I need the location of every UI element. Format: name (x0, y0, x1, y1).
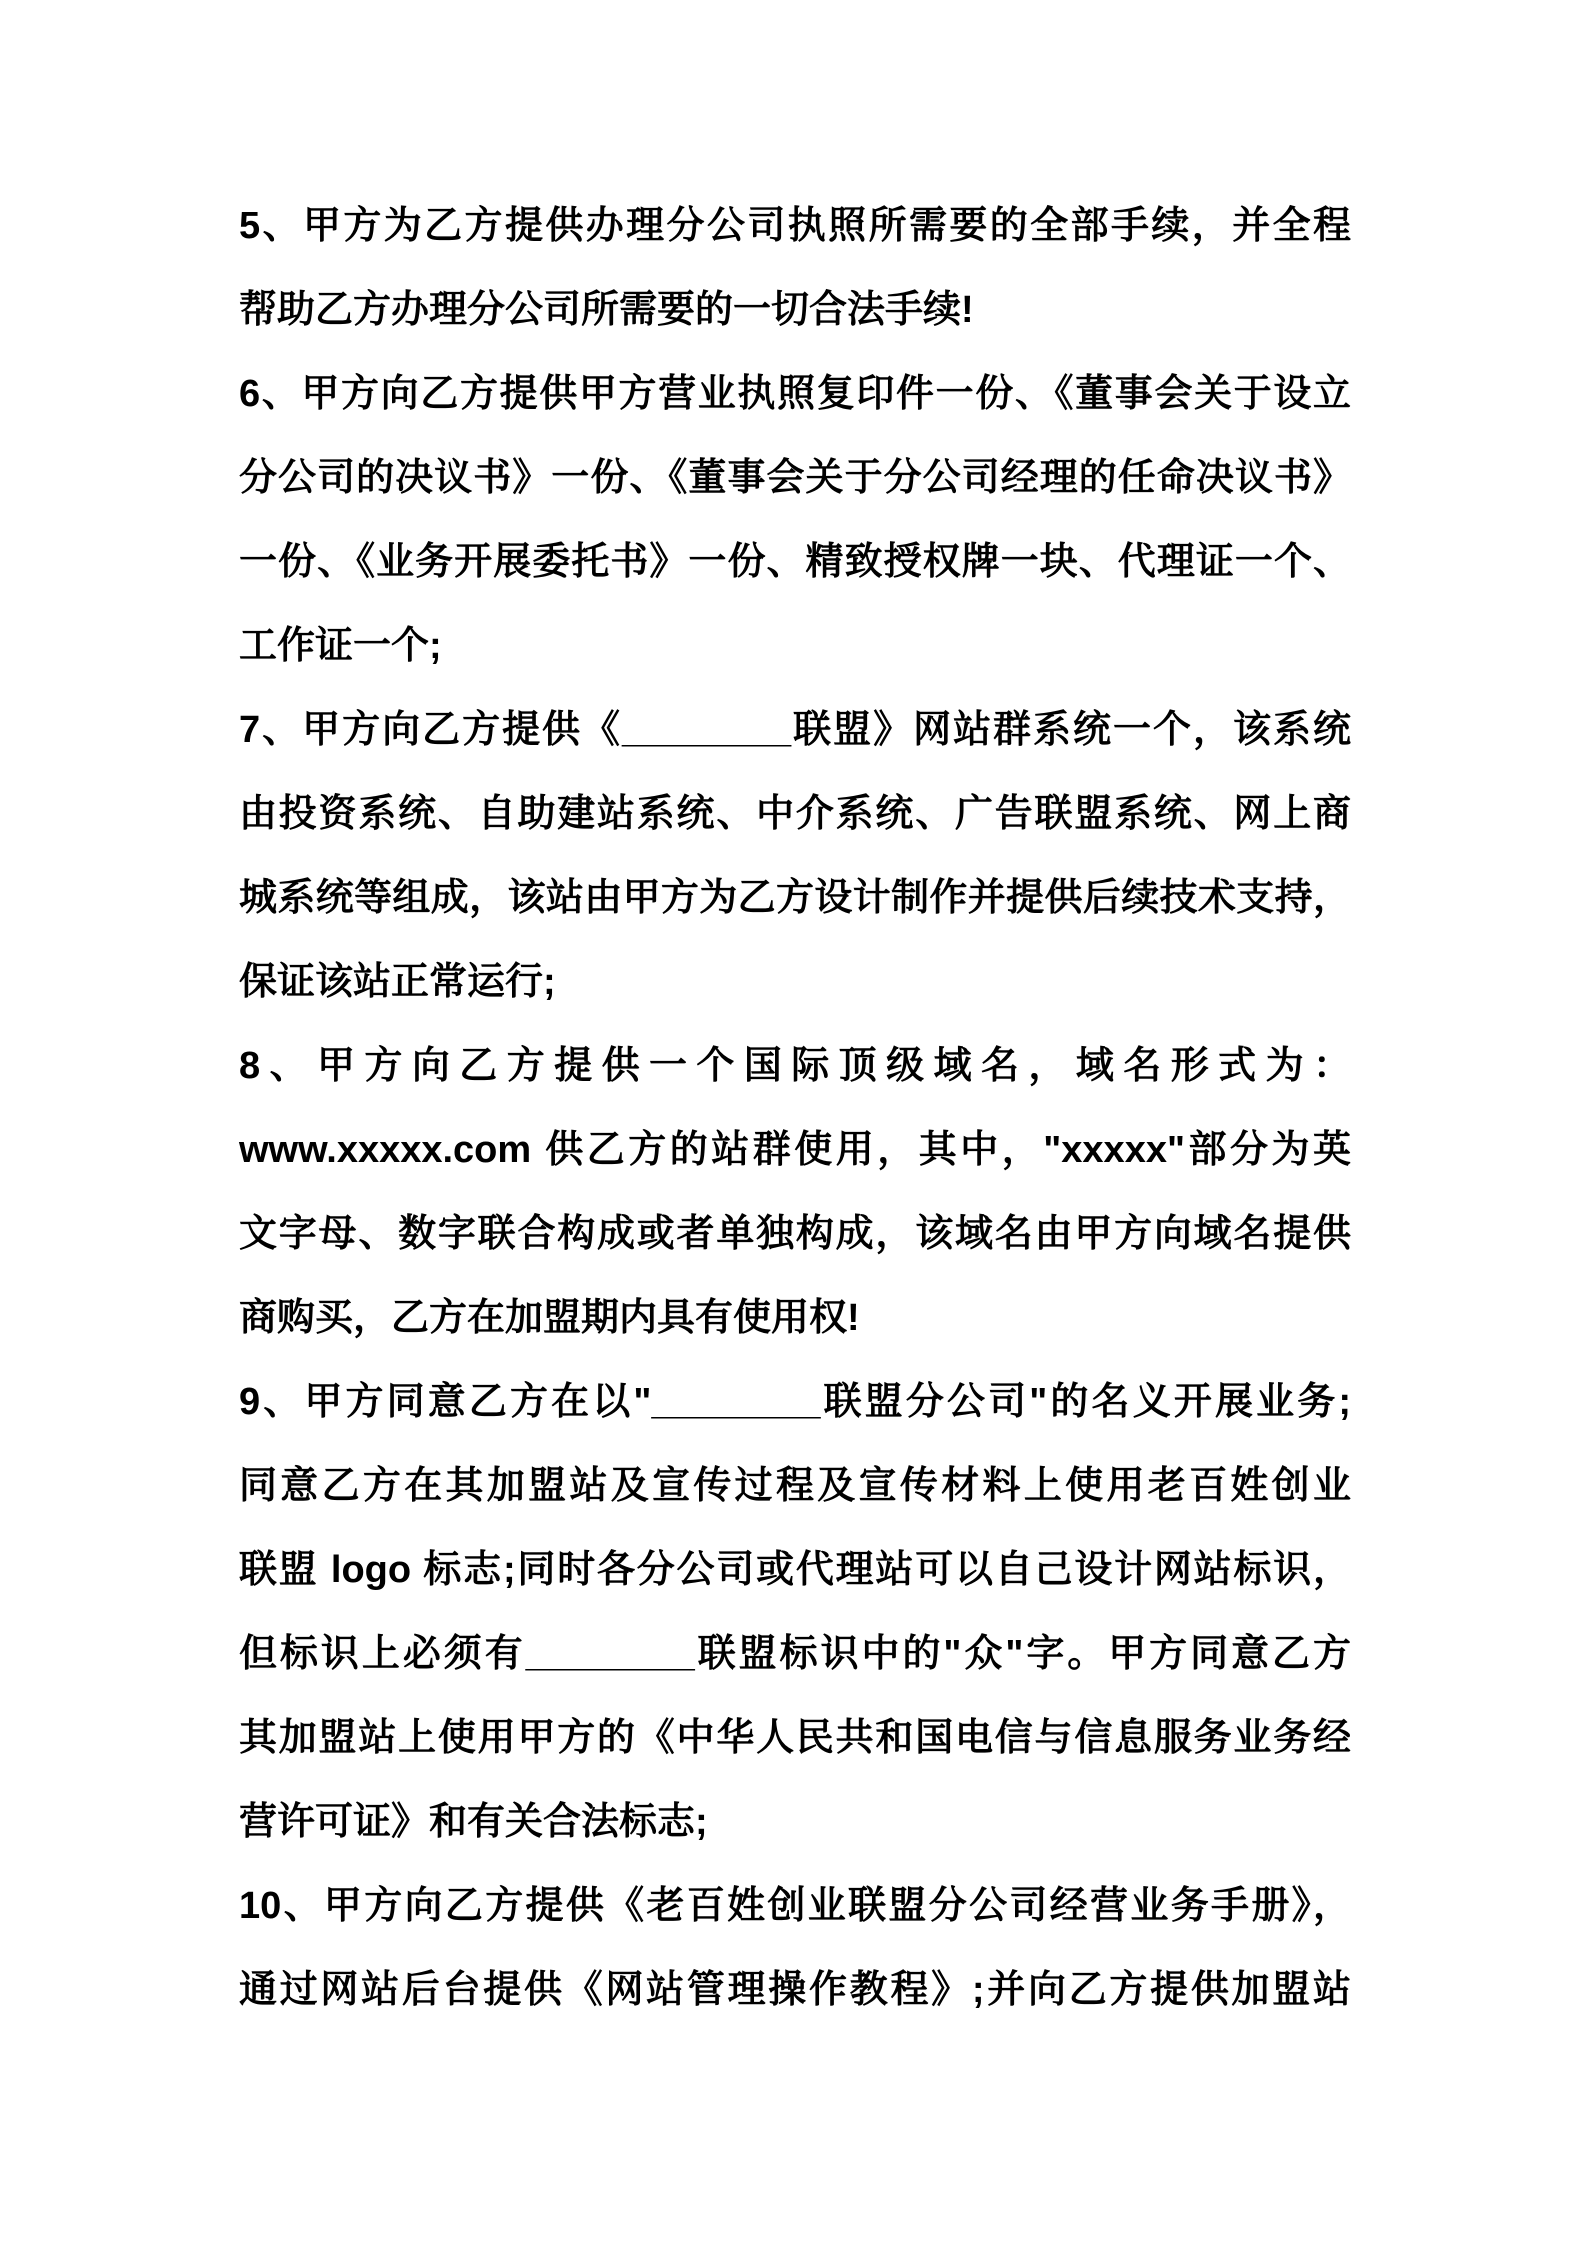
contract-body (239, 184, 1351, 2032)
paragraph-clause-7 (239, 688, 1351, 1024)
text-line: 城系统等组成，该站由甲方为乙方设计制作并提供后续技术支持， (239, 877, 1351, 919)
text-line: 5、甲方为乙方提供办理分公司执照所需要的全部手续，并全程 (239, 205, 1351, 247)
paragraph-clause-10 (239, 1864, 1351, 2032)
text-line: 通过网站后台提供《网站管理操作教程》;并向乙方提供加盟站 (239, 1969, 1351, 2011)
text-line: 保证该站正常运行; (239, 961, 556, 1003)
text-line: 一份、《业务开展委托书》一份、精致授权牌一块、代理证一个、 (239, 541, 1351, 583)
text-line: 帮助乙方办理分公司所需要的一切合法手续! (239, 289, 974, 331)
paragraph-clause-8 (239, 1024, 1351, 1360)
text-line: 10、甲方向乙方提供《老百姓创业联盟分公司经营业务手册》， (239, 1885, 1351, 1927)
text-line: 8、甲方向乙方提供一个国际顶级域名，域名形式为： (239, 1045, 1351, 1087)
paragraph-clause-5 (239, 184, 1351, 352)
text-line: 营许可证》和有关合法标志; (239, 1801, 708, 1843)
text-line: 其加盟站上使用甲方的《中华人民共和国电信与信息服务业务经 (239, 1717, 1351, 1759)
text-line: 由投资系统、自助建站系统、中介系统、广告联盟系统、网上商 (239, 793, 1351, 835)
text-line: 9、甲方同意乙方在以"________联盟分公司"的名义开展业务; (239, 1381, 1351, 1423)
text-line: 分公司的决议书》一份、《董事会关于分公司经理的任命决议书》 (239, 457, 1351, 499)
text-line: 7、甲方向乙方提供《________联盟》网站群系统一个，该系统 (239, 709, 1351, 751)
text-line: 商购买，乙方在加盟期内具有使用权! (239, 1297, 860, 1339)
text-line: www.xxxxx.com 供乙方的站群使用，其中，"xxxxx"部分为英 (239, 1129, 1351, 1171)
paragraph-clause-6 (239, 352, 1351, 688)
text-line: 文字母、数字联合构成或者单独构成，该域名由甲方向域名提供 (239, 1213, 1351, 1255)
paragraph-clause-9 (239, 1360, 1351, 1864)
text-line: 6、甲方向乙方提供甲方营业执照复印件一份、《董事会关于设立 (239, 373, 1351, 415)
text-line: 工作证一个; (239, 625, 442, 667)
text-line: 联盟 logo 标志;同时各分公司或代理站可以自己设计网站标识， (239, 1549, 1351, 1591)
text-line: 但标识上必须有________联盟标识中的"众"字。甲方同意乙方 (239, 1633, 1351, 1675)
text-line: 同意乙方在其加盟站及宣传过程及宣传材料上使用老百姓创业 (239, 1465, 1351, 1507)
